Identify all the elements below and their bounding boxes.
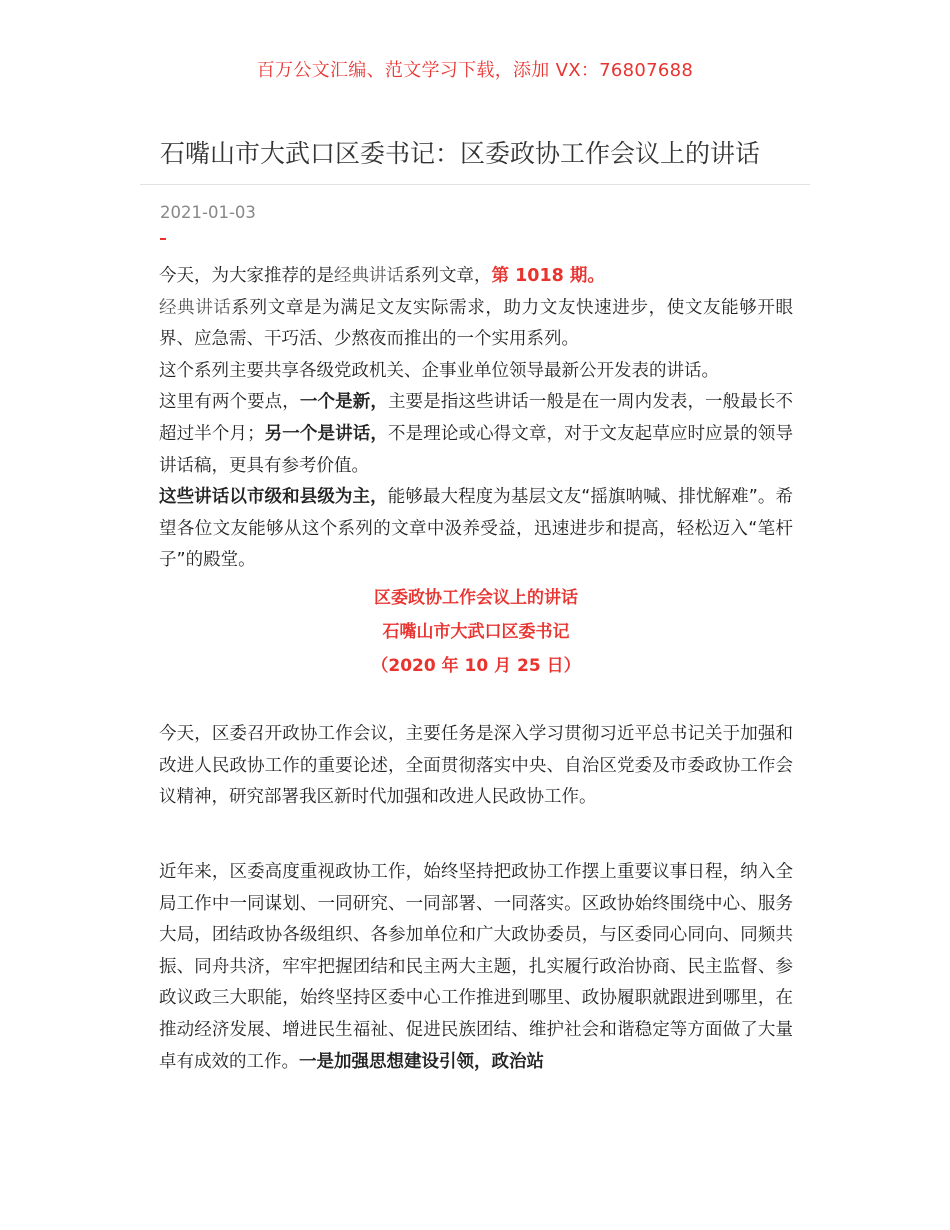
key-point-1: 一个是新， (299, 392, 388, 413)
key-point-3: 这些讲话以市级和县级为主， (159, 487, 388, 508)
body-text: 今天，区委召开政协工作会议，主要任务是深入学习贯彻习近平总书记关于加强和改进人民政协工作的重要论述，全面贯彻落实中央、自治区党委及市委政协工作会议精神，研究部署我区新时代加强和改进人民政协工作。 (159, 724, 793, 808)
intro-text: 主要是指这些讲话一般是在一周内发表，一般最长不超过半个月； (159, 392, 794, 444)
intro-paragraph-5 (159, 482, 793, 577)
article-title: 石嘴山市大武口区委书记：区委政协工作会议上的讲话 (160, 139, 761, 168)
intro-text: 系列文章， (404, 266, 492, 286)
article-date: 2021-01-03 (160, 203, 256, 222)
body-text-span: 近年来，区委高度重视政协工作，始终坚持把政协工作摆上重要议事日程，纳入全局工作中一同谋划、一同研究、一同部署、一同落实。区政协始终围绕中心、服务大局，团结政协各级组织、各参加单位和广大政协委员，与区委同心同向、同频共振、同舟共济，牢牢把握团结和民主两大主题，扎实履行政治协商、民主监督、参政议政三大职能，始终坚持区委中心工作推进到哪里、政协履职就跟进到哪里，在推动经济发展、增进民生福祉、促进民族团结、维护社会和谐稳定等方面做了大量卓有成效的工作。 (159, 862, 793, 1072)
key-point-2: 另一个是讲话， (264, 423, 388, 444)
title-divider (140, 184, 810, 185)
speech-speaker: 石嘴山市大武口区委书记 (382, 622, 570, 642)
body-bold-heading: 一是加强思想建设引领，政治站 (299, 1051, 544, 1072)
accent-mark (160, 238, 166, 240)
speech-header (159, 582, 793, 684)
intro-paragraph-1 (159, 261, 793, 293)
promo-banner: 百万公文汇编、范文学习下载，添加 VX：76807688 (256, 60, 694, 81)
speech-title: 区委政协工作会议上的讲话 (374, 588, 578, 608)
intro-text: 这里有两个要点， (159, 392, 300, 413)
intro-paragraph-3: 这个系列主要共享各级党政机关、企事业单位领导最新公开发表的讲话。 (159, 360, 719, 381)
intro-text: 能够最大程度为基层文友“摇旗呐喊、排忧解难”。希望各位文友能够从这个系列的文章中汲养受益，迅速进步和提高，轻松迈入“笔杆子”的殿堂。 (159, 487, 793, 571)
intro-text: 今天，为大家推荐的是 (159, 266, 334, 286)
series-name: 经典讲话 (159, 297, 232, 318)
intro-text: 系列文章是为满足文友实际需求，助力文友快速进步，使文友能够开眼界、应急需、干巧活、少熬夜而推出的一个实用系列。 (159, 297, 793, 350)
body-text (159, 857, 793, 1078)
intro-section (159, 261, 793, 577)
intro-paragraph-4 (159, 387, 793, 482)
body-paragraph-1 (159, 719, 793, 814)
intro-paragraph-2 (159, 293, 793, 356)
intro-text: 不是理论或心得文章，对于文友起草应时应景的领导讲话稿，更具有参考价值。 (159, 423, 794, 476)
speech-date: （2020 年 10 月 25 日） (371, 656, 581, 676)
issue-number: 第 1018 期。 (491, 266, 605, 286)
body-paragraph-2 (159, 857, 793, 1078)
series-name: 经典讲话 (334, 266, 404, 286)
